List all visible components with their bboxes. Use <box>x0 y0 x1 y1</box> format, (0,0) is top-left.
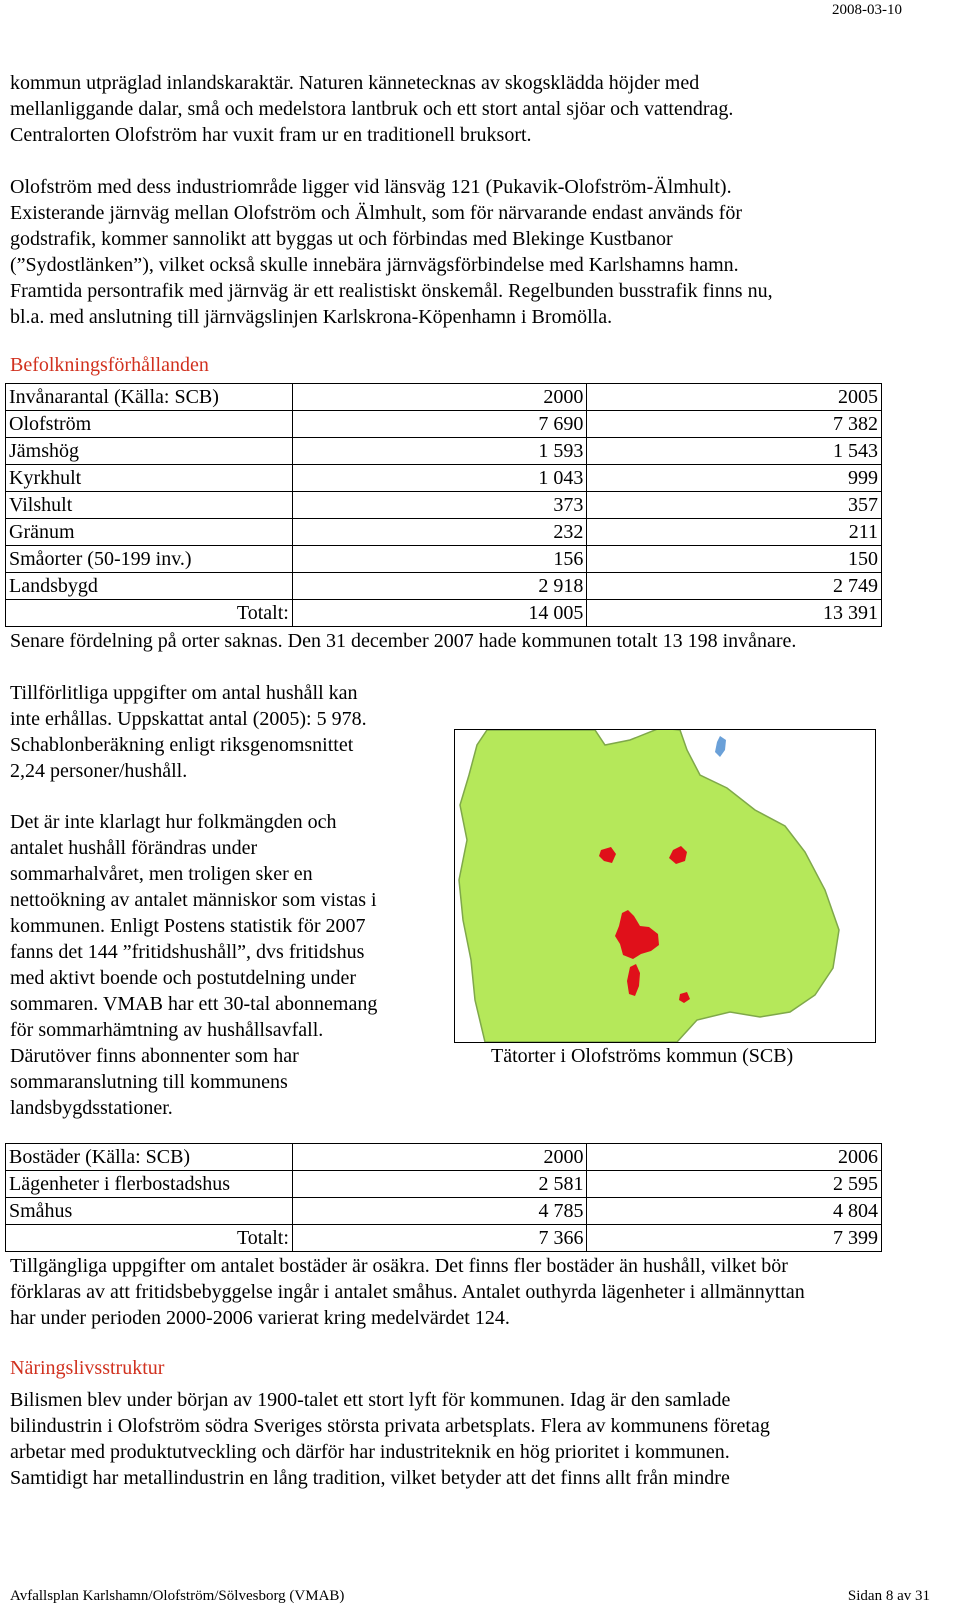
table-cell: 1 593 <box>292 438 587 465</box>
table-cell: 4 804 <box>587 1198 882 1225</box>
table-row <box>6 1198 882 1225</box>
business-paragraph <box>10 1387 930 1491</box>
table-row <box>6 573 882 600</box>
text-line: Framtida persontrafik med järnväg är ett realistiskt önskemål. Regelbunden busstrafik finns nu, <box>10 280 773 302</box>
text-line: Existerande järnväg mellan Olofström och Älmhult, som för närvarande endast används för <box>10 202 743 224</box>
text-line: godstrafik, kommer sannolikt att byggas ut och förbindas med Blekinge Kustbanor <box>10 228 673 250</box>
text-line: sommarhalvåret, men troligen sker en <box>10 863 313 885</box>
text-line: kommunen. Enligt Postens statistik för 2007 <box>10 915 366 937</box>
text-line: Det är inte klarlagt hur folkmängden och <box>10 811 337 833</box>
table-cell: Vilshult <box>6 492 293 519</box>
table-cell: 4 785 <box>292 1198 587 1225</box>
households-paragraph-1 <box>10 680 440 784</box>
table-cell: Olofström <box>6 411 293 438</box>
text-line: Samtidigt har metallindustrin en lång tradition, vilket betyder att det finns allt från mindre <box>10 1467 730 1489</box>
table-total-cell: 7 366 <box>292 1225 587 1252</box>
table-cell: 357 <box>587 492 882 519</box>
housing-table <box>5 1143 882 1252</box>
text-line: Schablonberäkning enligt riksgenomsnittet <box>10 734 354 756</box>
population-heading: Befolkningsförhållanden <box>10 354 209 376</box>
table-row <box>6 519 882 546</box>
municipality-area <box>459 730 839 1042</box>
table-row <box>6 411 882 438</box>
table-total-cell: 13 391 <box>587 600 882 627</box>
table-cell: 2 581 <box>292 1171 587 1198</box>
population-table <box>5 383 882 627</box>
table-header-cell: 2000 <box>292 1144 587 1171</box>
table-total-row <box>6 600 882 627</box>
housing-paragraph <box>10 1253 930 1331</box>
text-line: sommaren. VMAB har ett 30-tal abonnemang <box>10 993 378 1015</box>
text-line: 2,24 personer/hushåll. <box>10 760 188 782</box>
households-paragraph-2 <box>10 809 440 1121</box>
table-header-cell: Invånarantal (Källa: SCB) <box>6 384 293 411</box>
table-total-cell: 14 005 <box>292 600 587 627</box>
table-cell: 7 382 <box>587 411 882 438</box>
text-line: Olofström med dess industriområde ligger vid länsväg 121 (Pukavik-Olofström-Älmhult). <box>10 176 732 198</box>
table-cell: 1 543 <box>587 438 882 465</box>
text-line: Tillförlitliga uppgifter om antal hushåll kan <box>10 682 358 704</box>
map-caption: Tätorter i Olofströms kommun (SCB) <box>491 1045 794 1067</box>
text-line: Därutöver finns abonnenter som har <box>10 1045 299 1067</box>
transport-paragraph <box>10 174 930 330</box>
population-note <box>10 628 930 654</box>
table-cell: 373 <box>292 492 587 519</box>
intro-paragraph <box>10 70 930 148</box>
text-line: sommaranslutning till kommunens <box>10 1071 288 1093</box>
table-cell: Gränum <box>6 519 293 546</box>
table-row <box>6 1171 882 1198</box>
table-total-label: Totalt: <box>6 1225 293 1252</box>
table-cell: Kyrkhult <box>6 465 293 492</box>
table-cell: 1 043 <box>292 465 587 492</box>
text-line: Centralorten Olofström har vuxit fram ur en traditionell bruksort. <box>10 124 532 146</box>
footer-page-number: Sidan 8 av 31 <box>847 1588 930 1604</box>
header-date: 2008-03-10 <box>832 2 902 18</box>
table-row <box>6 438 882 465</box>
table-total-cell: 7 399 <box>587 1225 882 1252</box>
business-heading: Näringslivsstruktur <box>10 1357 165 1379</box>
text-line: bl.a. med anslutning till järnvägslinjen Karlskrona-Köpenhamn i Bromölla. <box>10 306 613 328</box>
table-header-row <box>6 1144 882 1171</box>
table-row <box>6 546 882 573</box>
table-cell: 999 <box>587 465 882 492</box>
text-line: Bilismen blev under början av 1900-talet ett stort lyft för kommunen. Idag är den samlade <box>10 1389 731 1411</box>
table-cell: 232 <box>292 519 587 546</box>
text-line: landsbygdsstationer. <box>10 1097 173 1119</box>
table-total-row <box>6 1225 882 1252</box>
text-line: arbetar med produktutveckling och därför har industriteknik en hög prioritet i kommunen. <box>10 1441 730 1463</box>
table-cell: Småhus <box>6 1198 293 1225</box>
municipality-map <box>454 729 876 1043</box>
table-cell: 2 918 <box>292 573 587 600</box>
table-row <box>6 492 882 519</box>
table-cell: 211 <box>587 519 882 546</box>
lake <box>715 736 726 757</box>
text-line: bilindustrin i Olofström södra Sveriges största privata arbetsplats. Flera av kommunens företag <box>10 1415 770 1437</box>
text-line: mellanliggande dalar, små och medelstora lantbruk och ett stort antal sjöar och vattendrag. <box>10 98 734 120</box>
table-total-label: Totalt: <box>6 600 293 627</box>
text-line: (”Sydostlänken”), vilket också skulle innebära järnvägsförbindelse med Karlshamns hamn. <box>10 254 739 276</box>
text-line: kommun utpräglad inlandskaraktär. Naturen kännetecknas av skogsklädda höjder med <box>10 72 700 94</box>
footer-document-title: Avfallsplan Karlshamn/Olofström/Sölvesborg (VMAB) <box>10 1588 345 1604</box>
text-line: antalet hushåll förändras under <box>10 837 258 859</box>
table-row <box>6 465 882 492</box>
text-line: inte erhållas. Uppskattat antal (2005): 5 978. <box>10 708 367 730</box>
text-line: förklaras av att fritidsbebyggelse ingår i antalet småhus. Antalet outhyrda lägenheter i allmännyttan <box>10 1281 805 1303</box>
table-header-cell: 2006 <box>587 1144 882 1171</box>
table-cell: Landsbygd <box>6 573 293 600</box>
text-line: fanns det 144 ”fritidshushåll”, dvs fritidshus <box>10 941 365 963</box>
text-line: nettoökning av antalet människor som vistas i <box>10 889 377 911</box>
table-cell: 2 595 <box>587 1171 882 1198</box>
table-cell: 156 <box>292 546 587 573</box>
table-cell: 7 690 <box>292 411 587 438</box>
text-line: har under perioden 2000-2006 varierat kring medelvärdet 124. <box>10 1307 510 1329</box>
table-header-cell: 2005 <box>587 384 882 411</box>
table-cell: 2 749 <box>587 573 882 600</box>
table-cell: Jämshög <box>6 438 293 465</box>
text-line: med aktivt boende och postutdelning under <box>10 967 357 989</box>
text-line: Senare fördelning på orter saknas. Den 31 december 2007 hade kommunen totalt 13 198 invånare. <box>10 630 797 652</box>
table-cell: 150 <box>587 546 882 573</box>
table-header-row <box>6 384 882 411</box>
text-line: Tillgängliga uppgifter om antalet bostäder är osäkra. Det finns fler bostäder än hushåll, vilket bör <box>10 1255 788 1277</box>
table-header-cell: Bostäder (Källa: SCB) <box>6 1144 293 1171</box>
map-graphic <box>455 730 875 1042</box>
table-cell: Lägenheter i flerbostadshus <box>6 1171 293 1198</box>
table-cell: Småorter (50-199 inv.) <box>6 546 293 573</box>
text-line: för sommarhämtning av hushållsavfall. <box>10 1019 324 1041</box>
table-header-cell: 2000 <box>292 384 587 411</box>
